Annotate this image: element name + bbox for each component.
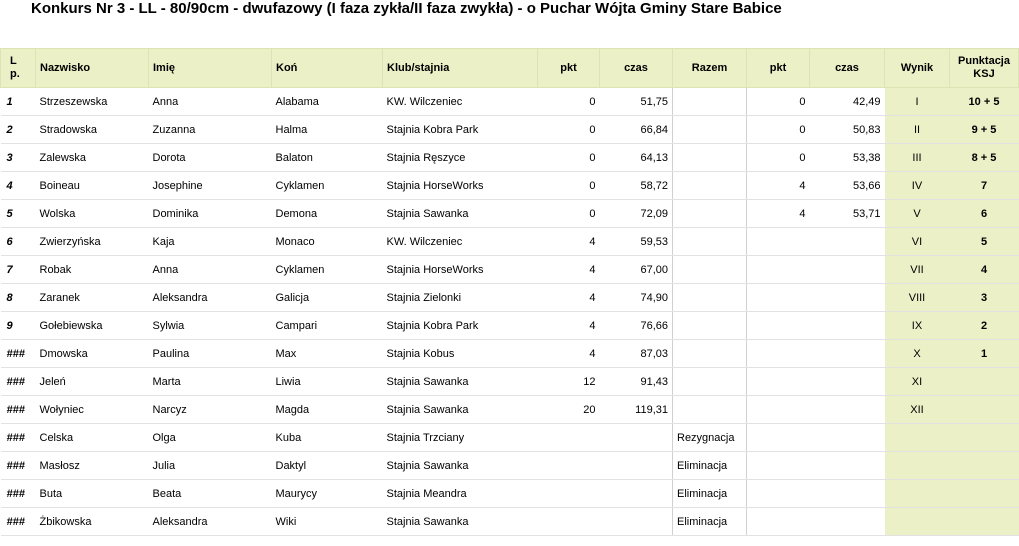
cell-pkt-2 <box>747 424 810 452</box>
cell-pkt-2: 0 <box>747 88 810 116</box>
header-pkt-2: pkt <box>747 49 810 88</box>
cell-klub: Stajnia Sawanka <box>383 508 538 536</box>
cell-pkt-1: 4 <box>538 284 600 312</box>
cell-czas-1: 51,75 <box>600 88 673 116</box>
cell-kon: Alabama <box>272 88 383 116</box>
cell-pkt-1: 0 <box>538 88 600 116</box>
cell-pkt-1: 12 <box>538 368 600 396</box>
cell-nazwisko: Stradowska <box>36 116 149 144</box>
header-lp-line2: p. <box>10 68 20 80</box>
table-row <box>1 396 1019 424</box>
cell-punktacja <box>950 480 1019 508</box>
cell-imie: Aleksandra <box>149 284 272 312</box>
cell-pkt-2 <box>747 228 810 256</box>
cell-nazwisko: Boineau <box>36 172 149 200</box>
cell-kon: Kuba <box>272 424 383 452</box>
cell-wynik <box>885 508 950 536</box>
cell-nazwisko: Zaranek <box>36 284 149 312</box>
cell-pkt-1 <box>538 508 600 536</box>
cell-lp: ### <box>1 508 36 536</box>
table-row <box>1 508 1019 536</box>
cell-pkt-2 <box>747 284 810 312</box>
cell-imie: Zuzanna <box>149 116 272 144</box>
cell-lp: 9 <box>1 312 36 340</box>
cell-lp: ### <box>1 480 36 508</box>
table-row <box>1 312 1019 340</box>
cell-klub: Stajnia HorseWorks <box>383 256 538 284</box>
cell-klub: Stajnia Sawanka <box>383 200 538 228</box>
cell-imie: Josephine <box>149 172 272 200</box>
cell-wynik: VI <box>885 228 950 256</box>
header-kon: Koń <box>272 49 383 88</box>
cell-lp: 5 <box>1 200 36 228</box>
table-row <box>1 340 1019 368</box>
cell-nazwisko: Zalewska <box>36 144 149 172</box>
cell-czas-2 <box>810 312 885 340</box>
cell-wynik <box>885 452 950 480</box>
cell-pkt-1 <box>538 424 600 452</box>
cell-razem <box>673 368 747 396</box>
cell-wynik: I <box>885 88 950 116</box>
cell-imie: Beata <box>149 480 272 508</box>
table-row <box>1 424 1019 452</box>
cell-pkt-2 <box>747 480 810 508</box>
cell-wynik: XI <box>885 368 950 396</box>
cell-czas-1: 119,31 <box>600 396 673 424</box>
cell-nazwisko: Gołebiewska <box>36 312 149 340</box>
cell-punktacja <box>950 368 1019 396</box>
table-row <box>1 256 1019 284</box>
header-punktacja-line2: KSJ <box>973 68 995 80</box>
cell-wynik: VIII <box>885 284 950 312</box>
cell-klub: Stajnia Meandra <box>383 480 538 508</box>
cell-kon: Daktyl <box>272 452 383 480</box>
cell-klub: Stajnia Kobra Park <box>383 116 538 144</box>
cell-czas-2 <box>810 480 885 508</box>
cell-razem <box>673 172 747 200</box>
cell-punktacja <box>950 508 1019 536</box>
cell-pkt-2: 4 <box>747 200 810 228</box>
cell-czas-1: 87,03 <box>600 340 673 368</box>
cell-imie: Aleksandra <box>149 508 272 536</box>
results-body <box>1 88 1019 536</box>
cell-pkt-1 <box>538 452 600 480</box>
cell-kon: Magda <box>272 396 383 424</box>
table-row <box>1 200 1019 228</box>
cell-wynik: III <box>885 144 950 172</box>
cell-pkt-1: 20 <box>538 396 600 424</box>
cell-punktacja: 9 + 5 <box>950 116 1019 144</box>
cell-imie: Dorota <box>149 144 272 172</box>
header-imie: Imię <box>149 49 272 88</box>
cell-wynik: IV <box>885 172 950 200</box>
cell-pkt-2 <box>747 508 810 536</box>
cell-razem: Eliminacja <box>673 480 747 508</box>
cell-kon: Demona <box>272 200 383 228</box>
cell-punktacja: 4 <box>950 256 1019 284</box>
cell-punktacja: 7 <box>950 172 1019 200</box>
cell-nazwisko: Jeleń <box>36 368 149 396</box>
cell-nazwisko: Robak <box>36 256 149 284</box>
table-row <box>1 228 1019 256</box>
cell-czas-2: 53,66 <box>810 172 885 200</box>
cell-czas-2 <box>810 424 885 452</box>
table-row <box>1 172 1019 200</box>
table-row <box>1 144 1019 172</box>
cell-pkt-2 <box>747 396 810 424</box>
cell-nazwisko: Żbikowska <box>36 508 149 536</box>
cell-czas-1 <box>600 424 673 452</box>
cell-czas-1 <box>600 508 673 536</box>
table-row <box>1 480 1019 508</box>
header-razem: Razem <box>673 49 747 88</box>
cell-razem <box>673 88 747 116</box>
cell-lp: 8 <box>1 284 36 312</box>
cell-kon: Maurycy <box>272 480 383 508</box>
header-klub: Klub/stajnia <box>383 49 538 88</box>
cell-pkt-1: 0 <box>538 116 600 144</box>
cell-imie: Anna <box>149 256 272 284</box>
cell-klub: Stajnia Kobra Park <box>383 312 538 340</box>
cell-pkt-1: 0 <box>538 200 600 228</box>
cell-czas-1: 59,53 <box>600 228 673 256</box>
header-row <box>1 49 1019 88</box>
cell-czas-1: 64,13 <box>600 144 673 172</box>
cell-pkt-2 <box>747 452 810 480</box>
cell-punktacja <box>950 452 1019 480</box>
cell-razem <box>673 396 747 424</box>
cell-czas-1: 74,90 <box>600 284 673 312</box>
cell-wynik: IX <box>885 312 950 340</box>
cell-pkt-2 <box>747 256 810 284</box>
cell-klub: KW. Wilczeniec <box>383 88 538 116</box>
cell-pkt-1: 4 <box>538 340 600 368</box>
header-punktacja <box>950 49 1019 88</box>
cell-imie: Dominika <box>149 200 272 228</box>
cell-czas-2: 42,49 <box>810 88 885 116</box>
cell-kon: Monaco <box>272 228 383 256</box>
cell-razem <box>673 200 747 228</box>
cell-kon: Max <box>272 340 383 368</box>
cell-kon: Galicja <box>272 284 383 312</box>
cell-lp: ### <box>1 424 36 452</box>
cell-punktacja: 10 + 5 <box>950 88 1019 116</box>
cell-razem <box>673 116 747 144</box>
cell-lp: ### <box>1 368 36 396</box>
cell-lp: 3 <box>1 144 36 172</box>
results-table <box>0 48 1019 536</box>
cell-czas-2 <box>810 228 885 256</box>
cell-imie: Anna <box>149 88 272 116</box>
cell-czas-2: 53,71 <box>810 200 885 228</box>
cell-wynik: II <box>885 116 950 144</box>
cell-pkt-1: 4 <box>538 256 600 284</box>
cell-klub: Stajnia Zielonki <box>383 284 538 312</box>
cell-imie: Julia <box>149 452 272 480</box>
header-lp <box>1 49 36 88</box>
cell-czas-1: 76,66 <box>600 312 673 340</box>
cell-punktacja: 3 <box>950 284 1019 312</box>
header-lp-line1: L <box>10 55 17 67</box>
cell-pkt-1: 4 <box>538 312 600 340</box>
cell-razem <box>673 256 747 284</box>
cell-lp: 4 <box>1 172 36 200</box>
cell-pkt-1: 4 <box>538 228 600 256</box>
cell-pkt-2: 4 <box>747 172 810 200</box>
cell-punktacja <box>950 424 1019 452</box>
cell-pkt-2 <box>747 340 810 368</box>
cell-klub: Stajnia Trzciany <box>383 424 538 452</box>
cell-razem <box>673 228 747 256</box>
cell-klub: Stajnia HorseWorks <box>383 172 538 200</box>
cell-lp: 1 <box>1 88 36 116</box>
cell-czas-2 <box>810 284 885 312</box>
cell-razem: Eliminacja <box>673 452 747 480</box>
cell-lp: 2 <box>1 116 36 144</box>
cell-razem <box>673 312 747 340</box>
cell-imie: Marta <box>149 368 272 396</box>
cell-pkt-2 <box>747 368 810 396</box>
cell-wynik: V <box>885 200 950 228</box>
header-wynik: Wynik <box>885 49 950 88</box>
cell-imie: Paulina <box>149 340 272 368</box>
cell-pkt-2: 0 <box>747 144 810 172</box>
cell-nazwisko: Buta <box>36 480 149 508</box>
cell-klub: Stajnia Sawanka <box>383 452 538 480</box>
cell-punktacja: 1 <box>950 340 1019 368</box>
cell-punktacja: 5 <box>950 228 1019 256</box>
cell-kon: Campari <box>272 312 383 340</box>
cell-czas-2 <box>810 452 885 480</box>
cell-wynik <box>885 480 950 508</box>
cell-klub: Stajnia Ręszyce <box>383 144 538 172</box>
cell-czas-2 <box>810 340 885 368</box>
cell-imie: Kaja <box>149 228 272 256</box>
cell-nazwisko: Celska <box>36 424 149 452</box>
cell-czas-1: 66,84 <box>600 116 673 144</box>
cell-czas-1 <box>600 452 673 480</box>
cell-pkt-1: 0 <box>538 144 600 172</box>
cell-pkt-2 <box>747 312 810 340</box>
cell-nazwisko: Masłosz <box>36 452 149 480</box>
cell-kon: Liwia <box>272 368 383 396</box>
cell-czas-1: 91,43 <box>600 368 673 396</box>
cell-imie: Narcyz <box>149 396 272 424</box>
cell-lp: ### <box>1 452 36 480</box>
cell-nazwisko: Zwierzyńska <box>36 228 149 256</box>
cell-punktacja <box>950 396 1019 424</box>
cell-lp: 6 <box>1 228 36 256</box>
cell-kon: Wiki <box>272 508 383 536</box>
cell-razem <box>673 284 747 312</box>
cell-czas-1 <box>600 480 673 508</box>
cell-lp: 7 <box>1 256 36 284</box>
cell-wynik: X <box>885 340 950 368</box>
cell-punktacja: 8 + 5 <box>950 144 1019 172</box>
cell-imie: Sylwia <box>149 312 272 340</box>
cell-punktacja: 6 <box>950 200 1019 228</box>
header-nazwisko: Nazwisko <box>36 49 149 88</box>
cell-kon: Cyklamen <box>272 256 383 284</box>
cell-czas-1: 58,72 <box>600 172 673 200</box>
page-title: Konkurs Nr 3 - LL - 80/90cm - dwufazowy (I faza zykła/II faza zwykła) - o Puchar Wójta Gminy Stare Babice <box>31 0 782 17</box>
header-czas-1: czas <box>600 49 673 88</box>
cell-czas-2: 53,38 <box>810 144 885 172</box>
cell-lp: ### <box>1 396 36 424</box>
cell-punktacja: 2 <box>950 312 1019 340</box>
header-punktacja-line1: Punktacja <box>958 55 1010 67</box>
cell-razem: Eliminacja <box>673 508 747 536</box>
cell-pkt-1: 0 <box>538 172 600 200</box>
table-row <box>1 284 1019 312</box>
header-czas-2: czas <box>810 49 885 88</box>
cell-razem: Rezygnacja <box>673 424 747 452</box>
cell-wynik <box>885 424 950 452</box>
cell-pkt-2: 0 <box>747 116 810 144</box>
table-row <box>1 368 1019 396</box>
cell-nazwisko: Dmowska <box>36 340 149 368</box>
table-row <box>1 452 1019 480</box>
cell-nazwisko: Strzeszewska <box>36 88 149 116</box>
cell-klub: Stajnia Sawanka <box>383 396 538 424</box>
cell-razem <box>673 340 747 368</box>
cell-klub: Stajnia Kobus <box>383 340 538 368</box>
cell-czas-2: 50,83 <box>810 116 885 144</box>
cell-kon: Halma <box>272 116 383 144</box>
cell-czas-2 <box>810 396 885 424</box>
cell-czas-1: 67,00 <box>600 256 673 284</box>
cell-razem <box>673 144 747 172</box>
cell-kon: Balaton <box>272 144 383 172</box>
cell-czas-2 <box>810 508 885 536</box>
cell-nazwisko: Wolska <box>36 200 149 228</box>
cell-pkt-1 <box>538 480 600 508</box>
cell-wynik: XII <box>885 396 950 424</box>
header-pkt-1: pkt <box>538 49 600 88</box>
cell-klub: KW. Wilczeniec <box>383 228 538 256</box>
table-row <box>1 116 1019 144</box>
cell-czas-1: 72,09 <box>600 200 673 228</box>
cell-klub: Stajnia Sawanka <box>383 368 538 396</box>
cell-czas-2 <box>810 256 885 284</box>
cell-imie: Olga <box>149 424 272 452</box>
table-row <box>1 88 1019 116</box>
cell-kon: Cyklamen <box>272 172 383 200</box>
cell-wynik: VII <box>885 256 950 284</box>
cell-czas-2 <box>810 368 885 396</box>
cell-nazwisko: Wołyniec <box>36 396 149 424</box>
cell-lp: ### <box>1 340 36 368</box>
